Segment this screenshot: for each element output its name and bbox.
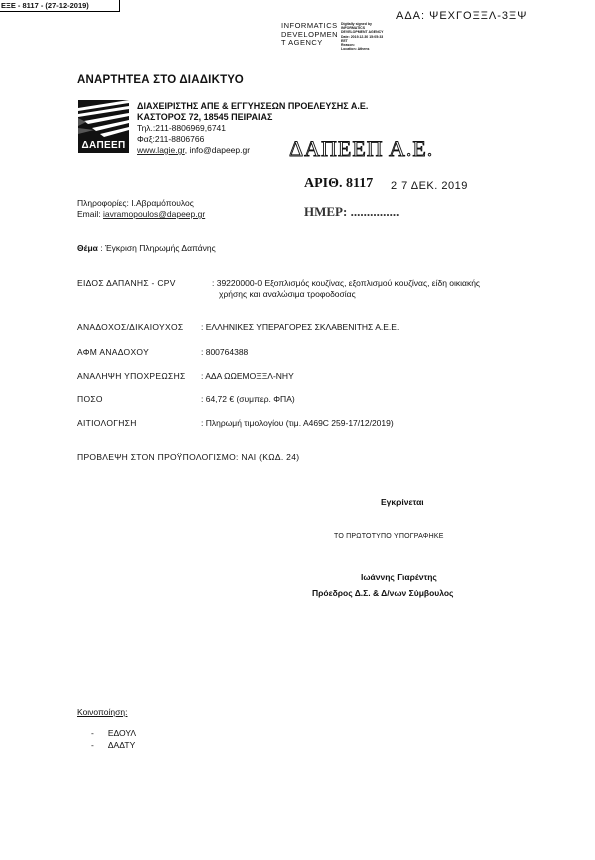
subject-line <box>77 243 216 253</box>
commitment-label: ΑΝΑΛΗΨΗ ΥΠΟΧΡΕΩΣΗΣ <box>77 371 186 381</box>
organization-fax: Φαξ:211-8806766 <box>137 134 205 144</box>
distribution-item-label: ΔΑΔΤΥ <box>107 740 136 750</box>
original-signed-stamp: ΤΟ ΠΡΩΤΟΤΥΠΟ ΥΠΟΓΡΑΦΗΚΕ <box>334 533 444 540</box>
commitment-value: : ΑΔΑ ΩΩΕΜΟΞΞΛ-ΝΗΥ <box>201 371 294 381</box>
distribution-item-label: ΕΔΟΥΛ <box>107 728 137 738</box>
date-label: ΗΜΕΡ: ............... <box>304 204 400 219</box>
budget-line: ΠΡΟΒΛΕΨΗ ΣΤΟΝ ΠΡΟΫΠΟΛΟΓΙΣΜΟ: ΝΑΙ (ΚΩΔ. 24) <box>77 452 300 462</box>
website-link[interactable]: www.lagie.gr <box>137 145 185 155</box>
amount-label: ΠΟΣΟ <box>77 394 103 404</box>
organization-phone: Τηλ.:211-8806969,6741 <box>137 123 227 133</box>
approved-text: Εγκρίνεται <box>381 497 424 507</box>
organization-web-contact <box>137 145 250 155</box>
registry-stamp-details <box>341 22 383 51</box>
contractor-value: : ΕΛΛΗΝΙΚΕΣ ΥΠΕΡΑΓΟΡΕΣ ΣΚΛΑΒΕΝΙΤΗΣ Α.Ε.Ε. <box>201 322 400 332</box>
protocol-number: ΑΡΙΘ. 8117 <box>304 176 374 191</box>
registry-detail-line: Location: Athens <box>341 47 370 52</box>
distribution-item <box>91 728 136 738</box>
bullet-dash-icon: - <box>91 740 94 750</box>
registry-detail-line: EET <box>341 38 348 43</box>
distribution-item <box>91 740 135 750</box>
registry-detail-line: DEVELOPMENT AGENCY <box>341 30 384 35</box>
amount-value: : 64,72 € (συμπερ. ΦΠΑ) <box>201 394 295 404</box>
logo-text: ΔΑΠΕΕΠ <box>81 140 126 151</box>
dapeep-logo <box>78 100 129 153</box>
registry-line-2: DEVELOPMEN <box>281 29 339 39</box>
organization-email: , info@dapeep.gr <box>184 145 251 155</box>
cpv-value-line-1: : 39220000-0 Εξοπλισμός κουζίνας, εξοπλισμού κουζίνας, είδη οικιακής <box>212 278 481 288</box>
registry-detail-line: INFORMATICS <box>341 26 366 31</box>
distribution-label: Κοινοποίηση: <box>77 707 128 717</box>
protocol-date: 2 7 ΔΕΚ. 2019 <box>391 180 468 192</box>
registry-detail-line: Date: 2019.12.30 15:05:33 <box>341 34 384 39</box>
document-reference-bar: ΕΞΕ - 8117 - (27-12-2019) <box>0 0 120 12</box>
justification-value: : Πληρωμή τιμολογίου (τιμ. Α469C 259-17/12/2019) <box>201 418 394 428</box>
cpv-value-line-2: χρήσης και αναλώσιμα τροφοδοσίας <box>219 289 356 299</box>
afm-value: : 800764388 <box>201 347 249 357</box>
contractor-label: ΑΝΑΔΟΧΟΣ/ΔΙΚΑΙΟΥΧΟΣ <box>77 322 184 332</box>
registry-stamp <box>281 22 338 48</box>
subject-label: Θέμα <box>77 243 98 253</box>
cpv-label: ΕΙΔΟΣ ΔΑΠΑΝΗΣ - CPV <box>77 278 176 288</box>
afm-label: ΑΦΜ ΑΝΑΔΟΧΟΥ <box>77 347 150 357</box>
info-contact: Πληροφορίες: Ι.Αβραμόπουλος <box>77 198 194 208</box>
signer-title: Πρόεδρος Δ.Σ. & Δ/νων Σύμβουλος <box>312 588 454 598</box>
registry-line-1: INFORMATICS <box>281 21 338 30</box>
justification-label: ΑΙΤΙΟΛΟΓΗΣΗ <box>77 418 137 428</box>
bullet-dash-icon: - <box>91 728 94 738</box>
signer-name: Ιωάννης Γιαρέντης <box>361 572 437 582</box>
registry-line-3: T AGENCY <box>281 38 323 47</box>
registry-detail-line: Digitally signed by <box>341 22 372 26</box>
organization-name: ΔΙΑΧΕΙΡΙΣΤΗΣ ΑΠΕ & ΕΓΓΥΗΣΕΩΝ ΠΡΟΕΛΕΥΣΗΣ Α.Ε. <box>137 101 369 111</box>
registry-detail-line: Reason: <box>341 43 355 48</box>
email-link[interactable]: iavramopoulos@dapeep.gr <box>102 209 206 219</box>
ada-code: ΑΔΑ: ΨΕΧΓΟΞΞΛ-3ΞΨ <box>396 10 528 22</box>
subject-text: : Έγκριση Πληρωμής Δαπάνης <box>100 243 216 253</box>
email-line <box>77 209 205 219</box>
company-stamp: ΔΑΠΕΕΠ Α.Ε. <box>289 136 434 161</box>
posting-title: ΑΝΑΡΤΗΤΕΑ ΣΤΟ ΔΙΑΔΙΚΤΥΟ <box>77 74 244 86</box>
email-label: Email: <box>77 209 103 219</box>
organization-address: ΚΑΣΤΟΡΟΣ 72, 18545 ΠΕΙΡΑΙΑΣ <box>137 112 273 122</box>
